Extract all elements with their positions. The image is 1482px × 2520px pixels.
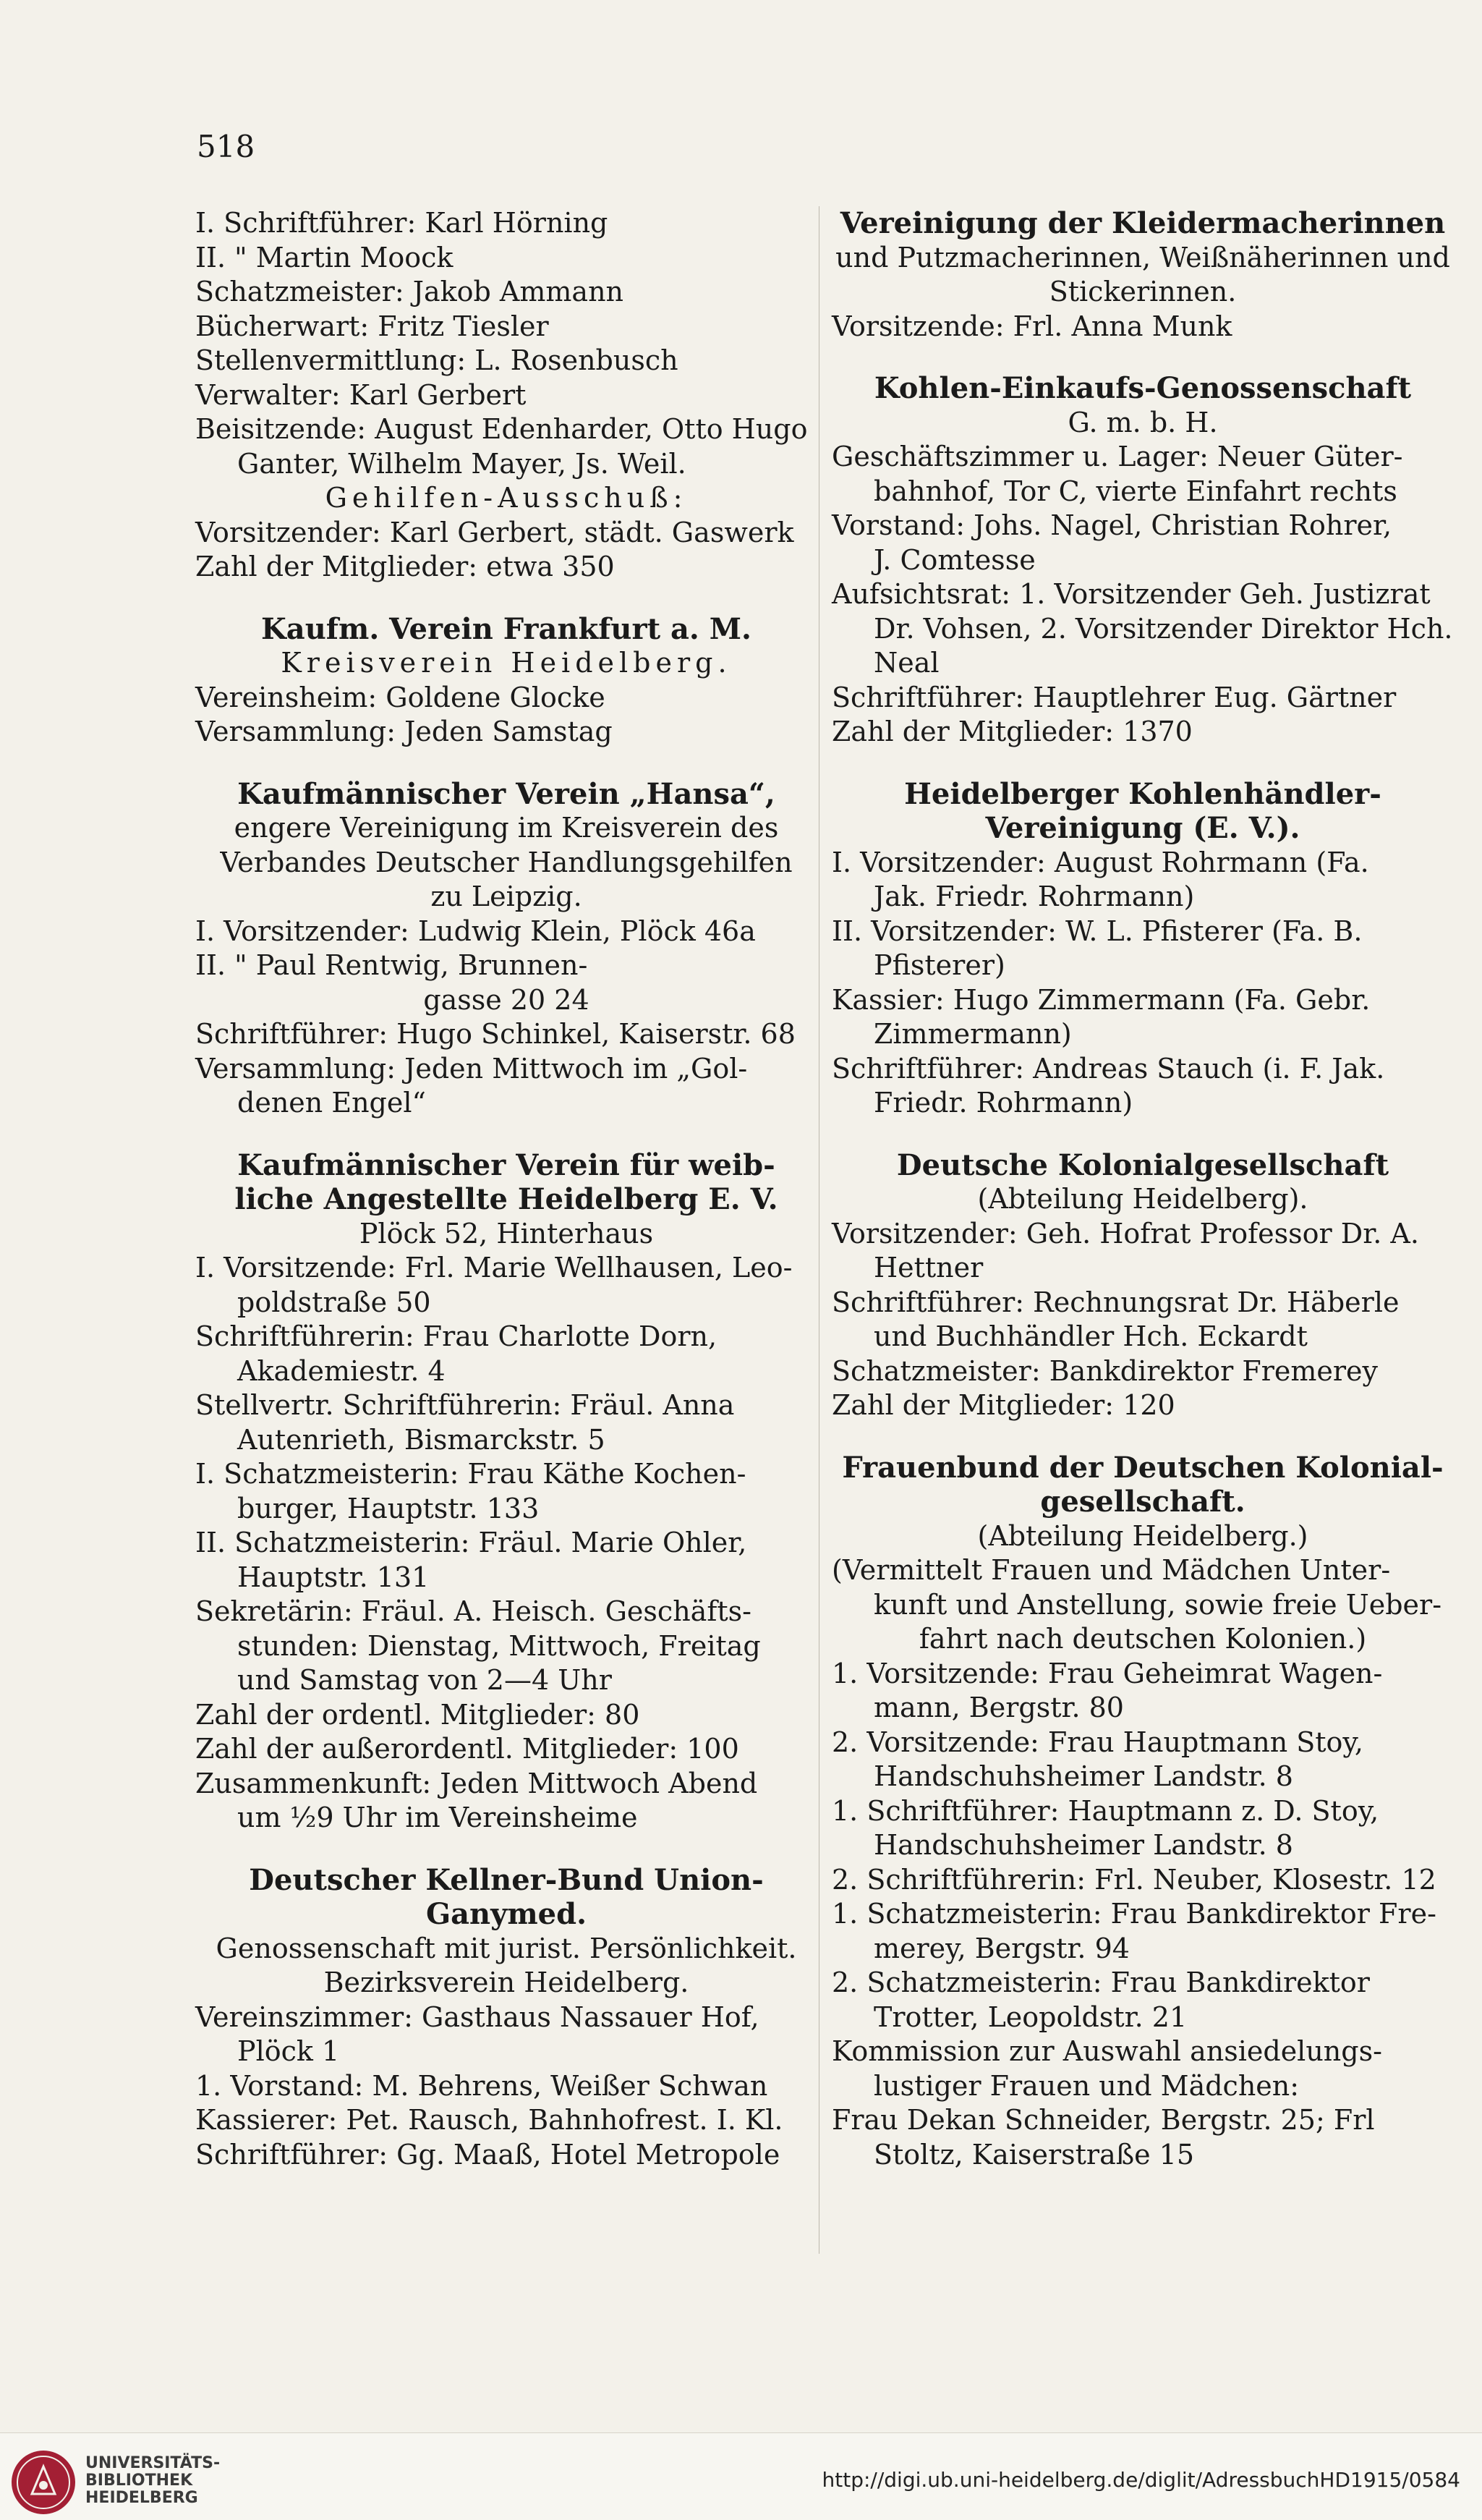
section-heading: Deutsche Kolonialgesellschaft [896,1147,1389,1182]
text-line: I. Schatzmeisterin: Frau Käthe Kochen- [195,1458,746,1490]
section-gap [832,1121,1454,1148]
section-heading: Heidelberger Kohlenhändler- [904,776,1381,811]
text-line: zu Leipzig. [430,881,582,912]
text-line: II. Vorsitzender: W. L. Pfisterer (Fa. B. [832,915,1363,947]
text-line: Handschuhsheimer Landstr. 8 [874,1829,1293,1861]
text-line: I. Vorsitzender: August Rohrmann (Fa. [832,846,1369,878]
section-heading: Vereinigung der Kleidermacherinnen [840,206,1446,240]
page-number: 518 [197,129,255,164]
section-gap [195,585,817,612]
text-line: II. Schatzmeisterin: Fräul. Marie Ohler, [195,1527,747,1558]
text-line: Hettner [874,1252,984,1284]
text-line: fahrt nach deutschen Kolonien.) [919,1623,1367,1655]
text-line: Kommission zur Auswahl ansiedelungs- [832,2035,1382,2067]
text-line: Verwalter: Karl Gerbert [195,378,527,411]
text-line: merey, Bergstr. 94 [874,1932,1130,1964]
section-heading: liche Angestellte Heidelberg E. V. [234,1182,778,1216]
text-line: (Vermittelt Frauen und Mädchen Unter- [832,1554,1391,1586]
text-line: engere Vereinigung im Kreisverein des [234,812,779,844]
text-line: Schriftführer: Hugo Schinkel, Kaiserstr. 68 [195,1018,796,1050]
section-gap [832,1423,1454,1451]
text-line: Autenrieth, Bismarckstr. 5 [237,1423,605,1456]
text-line: Vorsitzender: Geh. Hofrat Professor Dr. A. [832,1217,1419,1250]
text-line: Zahl der ordentl. Mitglieder: 80 [195,1698,640,1731]
text-line: Neal [874,647,940,679]
text-line: Kassier: Hugo Zimmermann (Fa. Gebr. [832,983,1371,1016]
text-line: Versammlung: Jeden Samstag [195,716,613,747]
text-line: Jak. Friedr. Rohrmann) [874,881,1195,912]
text-line: (Abteilung Heidelberg). [977,1183,1308,1215]
section-heading: Kohlen-Einkaufs-Genossenschaft [874,371,1412,405]
text-line: I. Vorsitzender: Ludwig Klein, Plöck 46a [195,915,756,947]
text-line: poldstraße 50 [237,1286,431,1318]
text-line: Schriftführer: Gg. Maaß, Hotel Metropole [195,2138,780,2171]
text-line: Akademiestr. 4 [237,1354,446,1387]
subsection-label: Gehilfen-Ausschuß: [325,482,688,514]
text-line: Genossenschaft mit jurist. Persönlichkeit. [216,1932,797,1964]
text-line: Schatzmeister: Bankdirektor Fremerey [832,1354,1379,1387]
text-line: Zimmermann) [874,1018,1072,1050]
section-gap [195,1121,817,1148]
text-line: Vereinsheim: Goldene Glocke [195,681,605,713]
text-line: und Buchhändler Hch. Eckardt [874,1320,1308,1352]
right-column [832,206,1454,2172]
text-line: Schriftführer: Hauptlehrer Eug. Gärtner [832,681,1397,713]
text-line: Hauptstr. 131 [237,1561,430,1593]
section-heading: Kaufm. Verein Frankfurt a. M. [261,611,751,646]
text-line: Dr. Vohsen, 2. Vorsitzender Direktor Hch. [874,612,1453,645]
library-name-line: HEIDELBERG [85,2489,198,2507]
text-line: mann, Bergstr. 80 [874,1692,1124,1723]
text-line: Vereinszimmer: Gasthaus Nassauer Hof, [195,2001,759,2033]
text-line: kunft und Anstellung, sowie freie Ueber- [874,1588,1442,1621]
text-line: Stoltz, Kaiserstraße 15 [874,2138,1195,2171]
library-name [85,2455,220,2507]
text-line: Kassierer: Pet. Rausch, Bahnhofrest. I. Kl. [195,2104,783,2136]
text-line: 2. Schatzmeisterin: Frau Bankdirektor [832,1967,1370,1998]
text-line: Zahl der Mitglieder: etwa 350 [195,551,615,582]
section-gap [832,750,1454,777]
text-line: Verbandes Deutscher Handlungsgehilfen [220,846,793,878]
section-heading: Ganymed. [425,1897,587,1931]
text-line: Handschuhsheimer Landstr. 8 [874,1760,1293,1792]
text-line: 1. Schatzmeisterin: Frau Bankdirektor Fre- [832,1898,1436,1930]
text-line: und Putzmacherinnen, Weißnäherinnen und [835,241,1450,273]
text-line: Friedr. Rohrmann) [874,1087,1133,1119]
text-line: gasse 20 24 [423,983,589,1016]
library-name-line: UNIVERSITÄTS- [85,2454,221,2472]
text-line: Schatzmeister: Jakob Ammann [195,276,624,307]
text-line: Zahl der Mitglieder: 1370 [832,716,1193,747]
section-gap [195,750,817,777]
text-line: Aufsichtsrat: 1. Vorsitzender Geh. Justizrat [832,578,1431,610]
text-line: Ganter, Wilhelm Mayer, Js. Weil. [237,447,686,480]
text-line: Plöck 1 [237,2035,340,2067]
text-line: J. Comtesse [874,543,1036,576]
text-line: Schriftführer: Rechnungsrat Dr. Häberle [832,1286,1400,1318]
section-gap [195,1836,817,1863]
text-line: 2. Schriftführerin: Frl. Neuber, Klosestr. 12 [832,1863,1436,1896]
library-name-line: BIBLIOTHEK [85,2472,193,2490]
text-line: Bücherwart: Fritz Tiesler [195,310,549,342]
text-line: stunden: Dienstag, Mittwoch, Freitag [237,1629,761,1662]
text-line: lustiger Frauen und Mädchen: [874,2069,1300,2102]
text-line: Frau Dekan Schneider, Bergstr. 25; Frl [832,2104,1375,2136]
university-library-logo-icon [10,2449,77,2516]
text-line: II. " Paul Rentwig, Brunnen- [195,949,588,981]
text-line: Zahl der Mitglieder: 120 [832,1389,1175,1421]
text-line: II. " Martin Moock [195,241,453,273]
text-line: Zusammenkunft: Jeden Mittwoch Abend [195,1767,758,1799]
text-line: 1. Vorsitzende: Frau Geheimrat Wagen- [832,1657,1383,1689]
text-line: bahnhof, Tor C, vierte Einfahrt rechts [874,475,1397,507]
text-line: Versammlung: Jeden Mittwoch im „Gol- [195,1052,748,1085]
text-line: Trotter, Leopoldstr. 21 [874,2001,1188,2033]
subsection-label: Kreisverein Heidelberg. [281,647,732,679]
text-line: um ½9 Uhr im Vereinsheime [237,1802,638,1833]
source-url-link[interactable]: http://digi.ub.uni-heidelberg.de/diglit/AdressbuchHD1915/0584 [822,2468,1460,2492]
text-line: Stickerinnen. [1049,276,1237,307]
section-heading: gesellschaft. [1040,1485,1245,1519]
text-line: Stellvertr. Schriftführerin: Fräul. Anna [195,1389,735,1421]
section-heading: Frauenbund der Deutschen Kolonial- [842,1450,1444,1485]
text-line: Bezirksverein Heidelberg. [323,1967,689,1998]
text-line: Schriftführerin: Frau Charlotte Dorn, [195,1320,717,1352]
text-line: I. Schriftführer: Karl Hörning [195,207,608,239]
text-line: Zahl der außerordentl. Mitglieder: 100 [195,1733,739,1765]
section-heading: Deutscher Kellner-Bund Union- [249,1862,764,1897]
text-line: (Abteilung Heidelberg.) [977,1519,1308,1552]
left-column [195,206,817,2172]
text-line: Vorsitzender: Karl Gerbert, städt. Gaswerk [195,516,794,548]
section-heading: Kaufmännischer Verein für weib- [237,1147,775,1182]
text-line: Schriftführer: Andreas Stauch (i. F. Jak. [832,1052,1385,1085]
text-line: Geschäftszimmer u. Lager: Neuer Güter- [832,441,1403,472]
text-line: G. m. b. H. [1068,406,1218,438]
text-line: Sekretärin: Fräul. A. Heisch. Geschäfts- [195,1595,751,1627]
text-line: Vorstand: Johs. Nagel, Christian Rohrer, [832,509,1392,541]
text-line: Stellenvermittlung: L. Rosenbusch [195,344,678,376]
text-line: Pfisterer) [874,949,1005,981]
text-line: und Samstag von 2—4 Uhr [237,1664,612,1696]
text-line: Vorsitzende: Frl. Anna Munk [832,310,1232,342]
text-line: Beisitzende: August Edenharder, Otto Hugo [195,413,808,445]
text-line: denen Engel“ [237,1087,426,1119]
text-line: 1. Schriftführer: Hauptmann z. D. Stoy, [832,1794,1379,1827]
text-line: 2. Vorsitzende: Frau Hauptmann Stoy, [832,1726,1363,1758]
text-line: 1. Vorstand: M. Behrens, Weißer Schwan [195,2069,768,2102]
text-line: burger, Hauptstr. 133 [237,1492,540,1524]
section-gap [832,344,1454,371]
section-heading: Vereinigung (E. V.). [985,811,1300,845]
text-line: Plöck 52, Hinterhaus [359,1217,654,1250]
section-heading: Kaufmännischer Verein „Hansa“, [237,776,775,811]
text-line: I. Vorsitzende: Frl. Marie Wellhausen, Leo- [195,1252,793,1284]
footer-bar [0,2432,1482,2520]
